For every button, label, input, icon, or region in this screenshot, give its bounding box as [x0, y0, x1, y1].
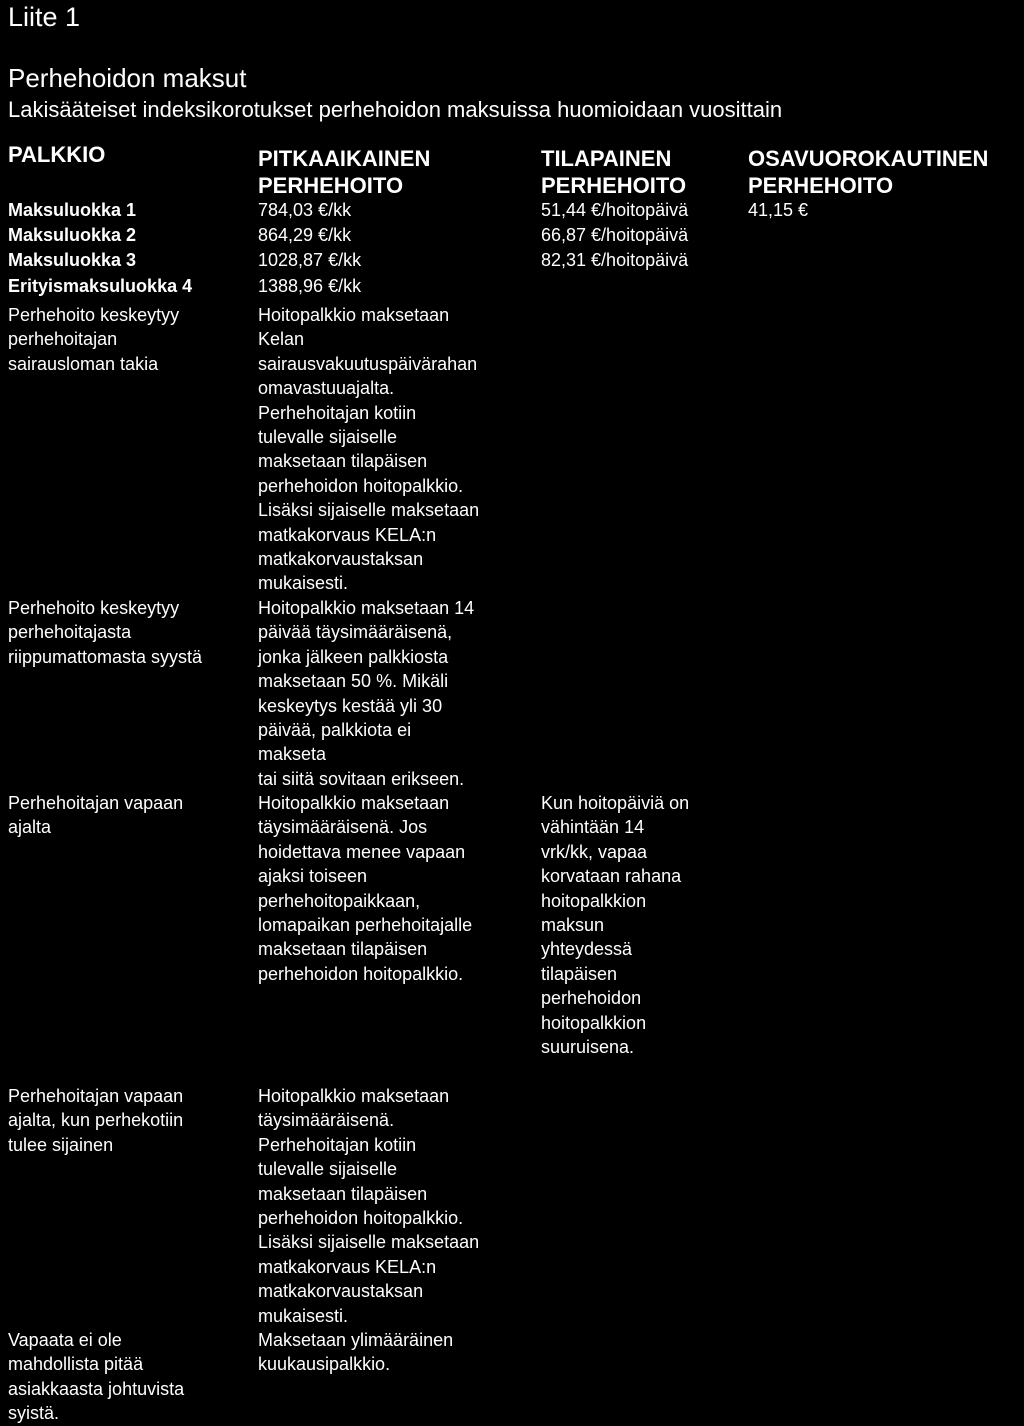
header-palkkio: PALKKIO — [8, 142, 106, 167]
header-pitkaaikainen: PITKAAIKAINEN PERHEHOITO — [258, 146, 431, 198]
row-5-pitkaaikainen: Hoitopalkkio maksetaan Kelan sairausvakuutuspäivärahan omavastuuajalta. Perhehoitajan kotiin tulevalle sijaiselle maksetaan tilapäisen perhehoidon hoitopalkkio. Lisäksi sijaiselle maksetaan matkakorvaus KELA:n matkakorvaustaksan mukaisesti. — [258, 305, 480, 594]
row-label-keskeytys-muu-syy: Perhehoito keskeytyy perhehoitajasta riippumattomasta syystä — [8, 598, 203, 667]
row-label-maksuluokka-3: Maksuluokka 3 — [8, 250, 137, 270]
page-subtitle: Lakisääteiset indeksikorotukset perhehoidon maksuissa huomioidaan vuosittain — [8, 97, 783, 122]
header-tilapainen: TILAPAINEN PERHEHOITO — [541, 146, 687, 198]
row-6-pitkaaikainen: Hoitopalkkio maksetaan 14 päivää täysimääräisenä, jonka jälkeen palkkiosta maksetaan 50 %. Mikäli keskeytys kestää yli 30 päivää, palkkiota ei makseta tai siitä sovitaan erikseen. — [258, 598, 475, 789]
row-3-tilapainen: 82,31 €/hoitopäivä — [541, 250, 689, 270]
row-1-pitkaaikainen: 784,03 €/kk — [258, 200, 352, 220]
row-1-tilapainen: 51,44 €/hoitopäivä — [541, 200, 689, 220]
row-8-pitkaaikainen: Hoitopalkkio maksetaan täysimääräisenä. Perhehoitajan kotiin tulevalle sijaiselle maksetaan tilapäisen perhehoidon hoitopalkkio. Lisäksi sijaiselle maksetaan matkakorvaus KELA:n matkakorvaustaksan mukaisesti. — [258, 1086, 480, 1326]
row-2-tilapainen: 66,87 €/hoitopäivä — [541, 225, 689, 245]
row-9-pitkaaikainen: Maksetaan ylimääräinen kuukausipalkkio. — [258, 1330, 454, 1375]
row-1-osavuorokautinen: 41,15 € — [748, 200, 809, 220]
page-title: Perhehoidon maksut — [8, 63, 247, 93]
row-label-erityismaksuluokka-4: Erityismaksuluokka 4 — [8, 276, 193, 296]
row-label-vapaata-ei-mahdollista: Vapaata ei ole mahdollista pitää asiakkaasta johtuvista syistä. — [8, 1330, 185, 1424]
row-label-sairausloma: Perhehoito keskeytyy perhehoitajan sairausloman takia — [8, 305, 180, 374]
row-label-vapaa-sijainen: Perhehoitajan vapaan ajalta, kun perhekotiin tulee sijainen — [8, 1086, 184, 1155]
row-label-maksuluokka-2: Maksuluokka 2 — [8, 225, 137, 245]
row-3-pitkaaikainen: 1028,87 €/kk — [258, 250, 362, 270]
attachment-label: Liite 1 — [8, 2, 81, 32]
row-label-vapaa: Perhehoitajan vapaan ajalta — [8, 793, 184, 838]
row-label-maksuluokka-1: Maksuluokka 1 — [8, 200, 137, 220]
header-osavuorokautinen: OSAVUOROKAUTINEN PERHEHOITO — [748, 146, 989, 198]
row-7-tilapainen: Kun hoitopäiviä on vähintään 14 vrk/kk, vapaa korvataan rahana hoitopalkkion maksun yhteydessä tilapäisen perhehoidon hoitopalkkion suuruisena. — [541, 793, 690, 1058]
row-2-pitkaaikainen: 864,29 €/kk — [258, 225, 352, 245]
row-7-pitkaaikainen: Hoitopalkkio maksetaan täysimääräisenä. Jos hoidettava menee vapaan ajaksi toiseen perhehoitopaikkaan, lomapaikan perhehoitajalle maksetaan tilapäisen perhehoidon hoitopalkkio. — [258, 793, 473, 984]
row-4-pitkaaikainen: 1388,96 €/kk — [258, 276, 362, 296]
